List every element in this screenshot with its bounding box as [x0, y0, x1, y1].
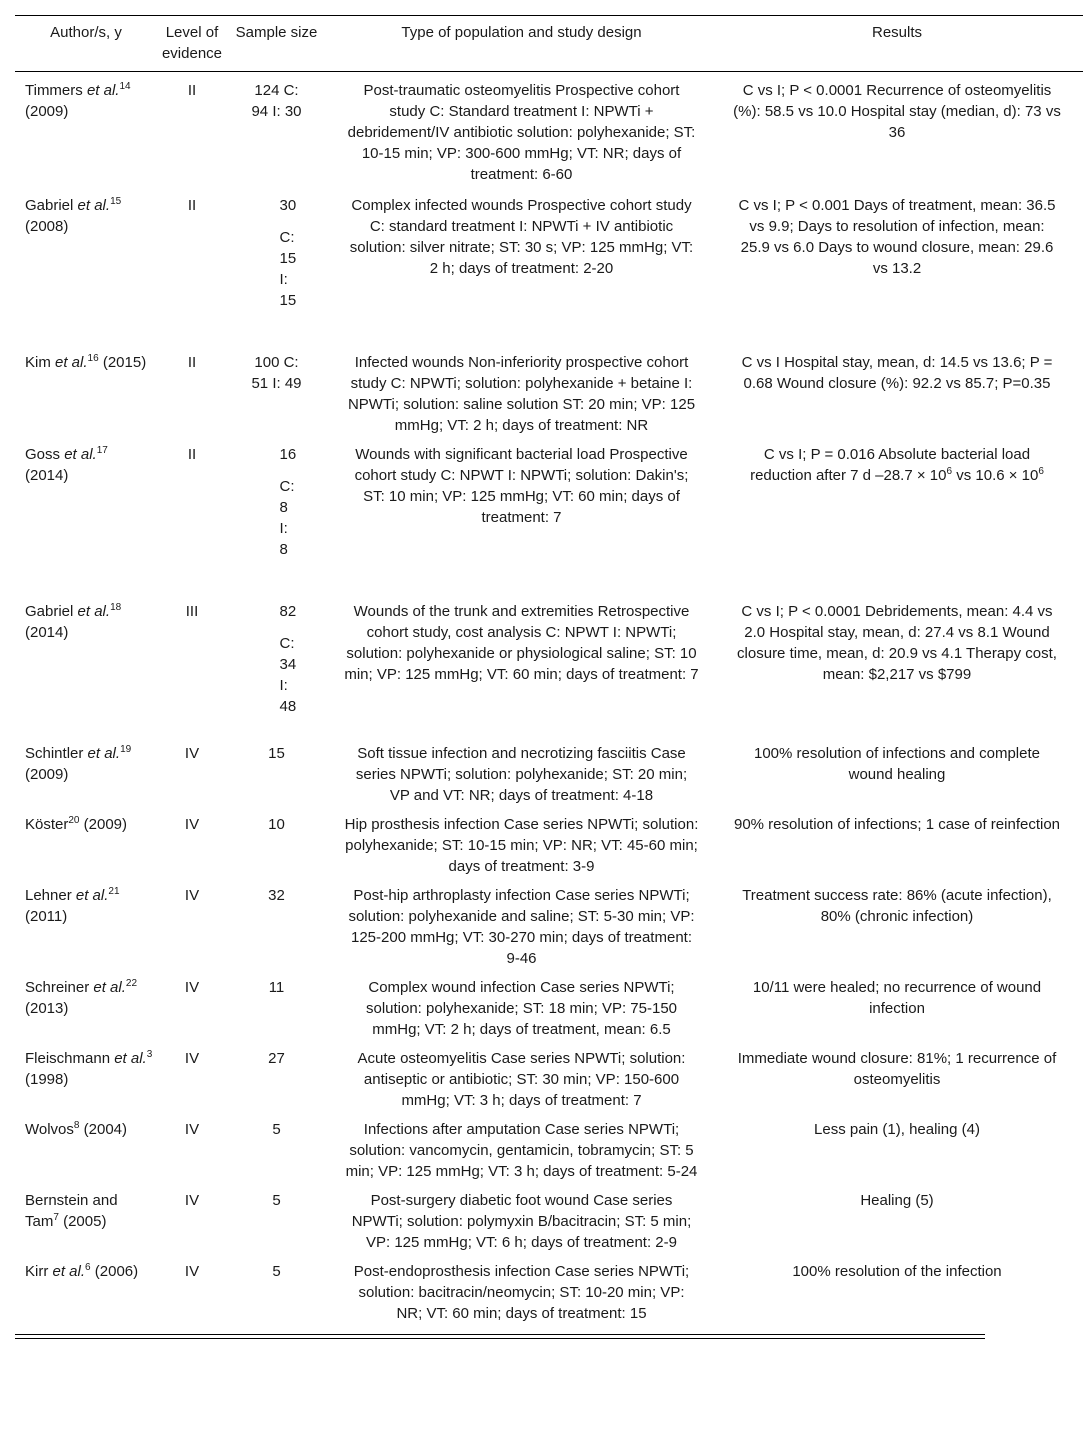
cell-design: Complex wound infection Case series NPWTi; solution: polyhexanide; ST: 18 min; VP: 75-150 mmHg; VT: 2 h; days of treatment, mean: 6.5 [365, 979, 678, 1038]
size-control: 15 [279, 250, 297, 267]
author-name: Kim [25, 354, 55, 371]
cell-results: C vs I Hospital stay, mean, d: 14.5 vs 13.6; P = 0.68 Wound closure (%): 92.2 vs 85.7; P=0.35 [741, 354, 1053, 392]
cell-author [15, 1257, 157, 1330]
table-row [15, 331, 1083, 440]
size-intervention-label: I: [279, 520, 288, 537]
reference-number: 16 [87, 353, 99, 364]
cell-results: Immediate wound closure: 81%; 1 recurrence of osteomyelitis [737, 1050, 1057, 1088]
size-value: 27 [268, 1050, 285, 1067]
size-intervention: 8 [279, 541, 288, 558]
author-name: Gabriel [25, 197, 78, 214]
author-year: (2009) [25, 103, 69, 120]
author-name: Wolvos [25, 1121, 74, 1138]
cell-design: Wounds with significant bacterial load Prospective cohort study C: NPWT I: NPWTi; solution: Dakin's; ST: 10 min; VP: 125 mmHg; VT: 60 min; days of treatment: 7 [354, 446, 689, 526]
author-etal: et al. [52, 1263, 86, 1280]
author-name: Köster [25, 816, 69, 833]
reference-number: 17 [96, 445, 108, 456]
size-value: 10 [268, 816, 285, 833]
cell-sample-size [227, 580, 326, 737]
cell-level: IV [184, 887, 200, 904]
author-year: (2015) [98, 354, 147, 371]
size-total: 30 [279, 197, 297, 214]
author-etal: et al. [86, 82, 120, 99]
cell-sample-size [227, 1115, 326, 1186]
cell-sample-size [227, 810, 326, 881]
cell-author [15, 1186, 157, 1257]
cell-level: II [187, 82, 197, 99]
evidence-table [15, 15, 1083, 1330]
author-etal: et al. [77, 197, 111, 214]
size-total: 82 [279, 603, 297, 620]
cell-level: II [187, 354, 197, 371]
author-name: Fleischmann [25, 1050, 115, 1067]
size-value: 5 [272, 1263, 281, 1280]
cell-level: II [187, 446, 197, 463]
reference-number: 6 [85, 1262, 91, 1273]
cell-design: Infected wounds Non-inferiority prospective cohort study C: NPWTi; solution: polyhexanide + betaine I: NPWTi; solution: saline solution ST: 20 min; VP: 125 mmHg; VT: 2 h; days of treatment: NR [347, 354, 696, 434]
cell-sample-size [227, 72, 326, 192]
cell-level: IV [184, 979, 200, 996]
author-year: (2004) [79, 1121, 127, 1138]
header-size: Sample size [235, 24, 318, 41]
author-etal: et al. [93, 979, 126, 996]
exponent: 6 [946, 466, 953, 477]
table-row [15, 580, 1083, 737]
cell-author [15, 810, 157, 881]
author-year: (1998) [25, 1071, 69, 1088]
table-row [15, 1115, 1083, 1186]
table-row [15, 1044, 1083, 1115]
cell-author [15, 191, 157, 331]
cell-sample-size [227, 737, 326, 810]
reference-number: 20 [68, 815, 80, 826]
size-value: 11 [268, 979, 285, 996]
size-value: 32 [268, 887, 285, 904]
cell-author [15, 580, 157, 737]
cell-results: 10/11 were healed; no recurrence of wound infection [752, 979, 1042, 1017]
cell-author [15, 72, 157, 192]
author-etal: et al. [75, 887, 109, 904]
author-name: Lehner [25, 887, 76, 904]
author-etal: et al. [114, 1050, 147, 1067]
cell-sample-size [227, 973, 326, 1044]
author-year: (2009) [79, 816, 128, 833]
cell-level: IV [184, 745, 200, 762]
cell-level: III [185, 603, 199, 620]
table-row [15, 1257, 1083, 1330]
author-etal: et al. [77, 603, 111, 620]
table-bottom-rule-double [15, 1338, 985, 1339]
reference-number: 19 [120, 744, 132, 755]
cell-results: Healing (5) [860, 1192, 934, 1209]
cell-level: IV [184, 816, 200, 833]
cell-level: IV [184, 1121, 200, 1138]
reference-number: 3 [146, 1049, 153, 1060]
author-year: (2014) [25, 467, 69, 484]
author-year: (2011) [25, 908, 68, 925]
cell-results: 100% resolution of the infection [792, 1263, 1002, 1280]
table-bottom-rule [15, 1334, 985, 1335]
cell-author [15, 440, 157, 580]
exponent: 6 [1038, 466, 1044, 477]
cell-design: Post-surgery diabetic foot wound Case series NPWTi; solution: polymyxin B/bacitracin; ST: 5 min; VP: 125 mmHg; VT: 6 h; days of treatment: 2-9 [351, 1192, 692, 1251]
author-year: (2013) [25, 1000, 69, 1017]
author-name: Goss [25, 446, 65, 463]
reference-number: 15 [110, 196, 122, 207]
cell-design: Acute osteomyelitis Case series NPWTi; solution: antiseptic or antibiotic; ST: 30 min; VP: 150-600 mmHg; VT: 3 h; days of treatment: 7 [357, 1050, 686, 1109]
cell-design: Post-endoprosthesis infection Case series NPWTi; solution: bacitracin/neomycin; ST: 10-20 min; VP: NR; VT: 60 min; days of treatment: 15 [353, 1263, 690, 1322]
author-year: (2014) [25, 624, 69, 641]
results-text: vs 10.6 × 10 [952, 467, 1039, 484]
size-value: 5 [272, 1121, 281, 1138]
author-name: Gabriel [25, 603, 78, 620]
cell-design: Infections after amputation Case series NPWTi; solution: vancomycin, gentamicin, tobramycin; ST: 5 min; VP: 125 mmHg; VT: 3 h; days of treatment: 5-24 [345, 1121, 698, 1180]
cell-author [15, 973, 157, 1044]
cell-sample-size [227, 440, 326, 580]
header-author: Author/s, y [50, 24, 122, 41]
size-intervention: 48 [279, 698, 297, 715]
table-row [15, 881, 1083, 973]
cell-results: 90% resolution of infections; 1 case of reinfection [733, 816, 1061, 833]
cell-results: Less pain (1), healing (4) [814, 1121, 980, 1138]
table-row [15, 191, 1083, 331]
cell-design: Soft tissue infection and necrotizing fasciitis Case series NPWTi; solution: polyhexanide; ST: 20 min; VP and VT: NR; days of treatment: 4-18 [355, 745, 688, 804]
table-row [15, 72, 1083, 192]
author-name: Bernstein and Tam [25, 1192, 118, 1230]
cell-sample-size [227, 331, 326, 440]
reference-number: 18 [110, 602, 122, 613]
cell-results: 100% resolution of infections and complete wound healing [753, 745, 1040, 783]
table-row [15, 973, 1083, 1044]
size-control-label: C: [279, 478, 295, 495]
header-results: Results [871, 24, 923, 41]
table-row [15, 440, 1083, 580]
reference-number: 21 [108, 886, 120, 897]
table-row [15, 1186, 1083, 1257]
table-body [15, 72, 1083, 1331]
author-year: (2005) [58, 1213, 107, 1230]
author-etal: et al. [87, 745, 121, 762]
cell-level: II [187, 197, 197, 214]
size-intervention-label: I: [279, 677, 288, 694]
reference-number: 22 [125, 978, 138, 989]
size-value: 15 [268, 745, 285, 762]
cell-results: C vs I; P < 0.0001 Recurrence of osteomyelitis (%): 58.5 vs 10.0 Hospital stay (median, d): 73 vs 36 [733, 82, 1061, 141]
cell-author [15, 1115, 157, 1186]
cell-design: Complex infected wounds Prospective cohort study C: standard treatment I: NPWTi + IV antibiotic solution: silver nitrate; ST: 30 s; VP: 125 mmHg; VT: 2 h; days of treatment: 2-20 [349, 197, 694, 277]
cell-results: C vs I; P < 0.0001 Debridements, mean: 4.4 vs 2.0 Hospital stay, mean, d: 27.4 vs 8.1 Wound closure time, mean, d: 20.9 vs 4.1 Therapy cost, mean: $2,217 vs $799 [737, 603, 1057, 683]
cell-sample-size [227, 1257, 326, 1330]
size-total: 16 [279, 446, 297, 463]
size-control: 34 [279, 656, 297, 673]
table-row [15, 737, 1083, 810]
cell-design: Wounds of the trunk and extremities Retrospective cohort study, cost analysis C: NPWT I: NPWTi; solution: polyhexanide or physiological saline; ST: 10 min; VP: 125 mmHg; VT: 60 min; days of treatment: 7 [344, 603, 699, 683]
header-level: Level of evidence [161, 24, 223, 62]
cell-author [15, 737, 157, 810]
cell-results: C vs I; P < 0.001 Days of treatment, mean: 36.5 vs 9.9; Days to resolution of infection, mean: 25.9 vs 6.0 Days to wound closure, mean: 29.6 vs 13.2 [738, 197, 1056, 277]
cell-design: Post-traumatic osteomyelitis Prospective cohort study C: Standard treatment I: NPWTi + debridement/IV antibiotic solution: polyhexanide; ST: 10-15 min; VP: 300-600 mmHg; VT: NR; days of treatment: 6-60 [347, 82, 696, 183]
size-control: 8 [279, 499, 288, 516]
size-control-label: C: [279, 229, 295, 246]
size-control-label: C: [279, 635, 295, 652]
author-year: (2006) [90, 1263, 139, 1280]
author-etal: et al. [55, 354, 88, 371]
size-value: 124 C: 94 I: 30 [251, 82, 302, 120]
author-year: (2008) [25, 218, 69, 235]
cell-sample-size [227, 191, 326, 331]
cell-level: IV [184, 1050, 200, 1067]
table-row [15, 810, 1083, 881]
author-name: Schreiner [25, 979, 94, 996]
cell-level: IV [184, 1263, 200, 1280]
cell-author [15, 331, 157, 440]
cell-author [15, 1044, 157, 1115]
author-name: Schintler [25, 745, 88, 762]
reference-number: 7 [53, 1212, 59, 1223]
cell-author [15, 881, 157, 973]
cell-results: Treatment success rate: 86% (acute infection), 80% (chronic infection) [742, 887, 1052, 925]
size-intervention: 15 [279, 292, 297, 309]
author-etal: et al. [64, 446, 97, 463]
cell-sample-size [227, 1044, 326, 1115]
cell-level: IV [184, 1192, 200, 1209]
cell-design: Hip prosthesis infection Case series NPWTi; solution: polyhexanide; ST: 10-15 min; VP: NR; VT: 45-60 min; days of treatment: 3-9 [344, 816, 699, 875]
reference-number: 8 [73, 1120, 80, 1131]
cell-results [715, 440, 1083, 580]
reference-number: 14 [119, 81, 131, 92]
size-value: 5 [272, 1192, 281, 1209]
cell-sample-size [227, 881, 326, 973]
results-text: C vs I; P = 0.016 Absolute bacterial load reduction after 7 d –28.7 × 10 [750, 446, 1031, 484]
table-header-row [15, 16, 1083, 72]
author-name: Timmers [25, 82, 87, 99]
size-intervention-label: I: [279, 271, 288, 288]
size-value: 100 C: 51 I: 49 [251, 354, 302, 392]
author-year: (2009) [25, 766, 69, 783]
cell-design: Post-hip arthroplasty infection Case series NPWTi; solution: polyhexanide and saline; ST: 5-30 min; VP: 125-200 mmHg; VT: 30-270 min; days of treatment: 9-46 [348, 887, 695, 967]
cell-sample-size [227, 1186, 326, 1257]
author-name: Kirr [25, 1263, 53, 1280]
header-design: Type of population and study design [401, 24, 642, 41]
